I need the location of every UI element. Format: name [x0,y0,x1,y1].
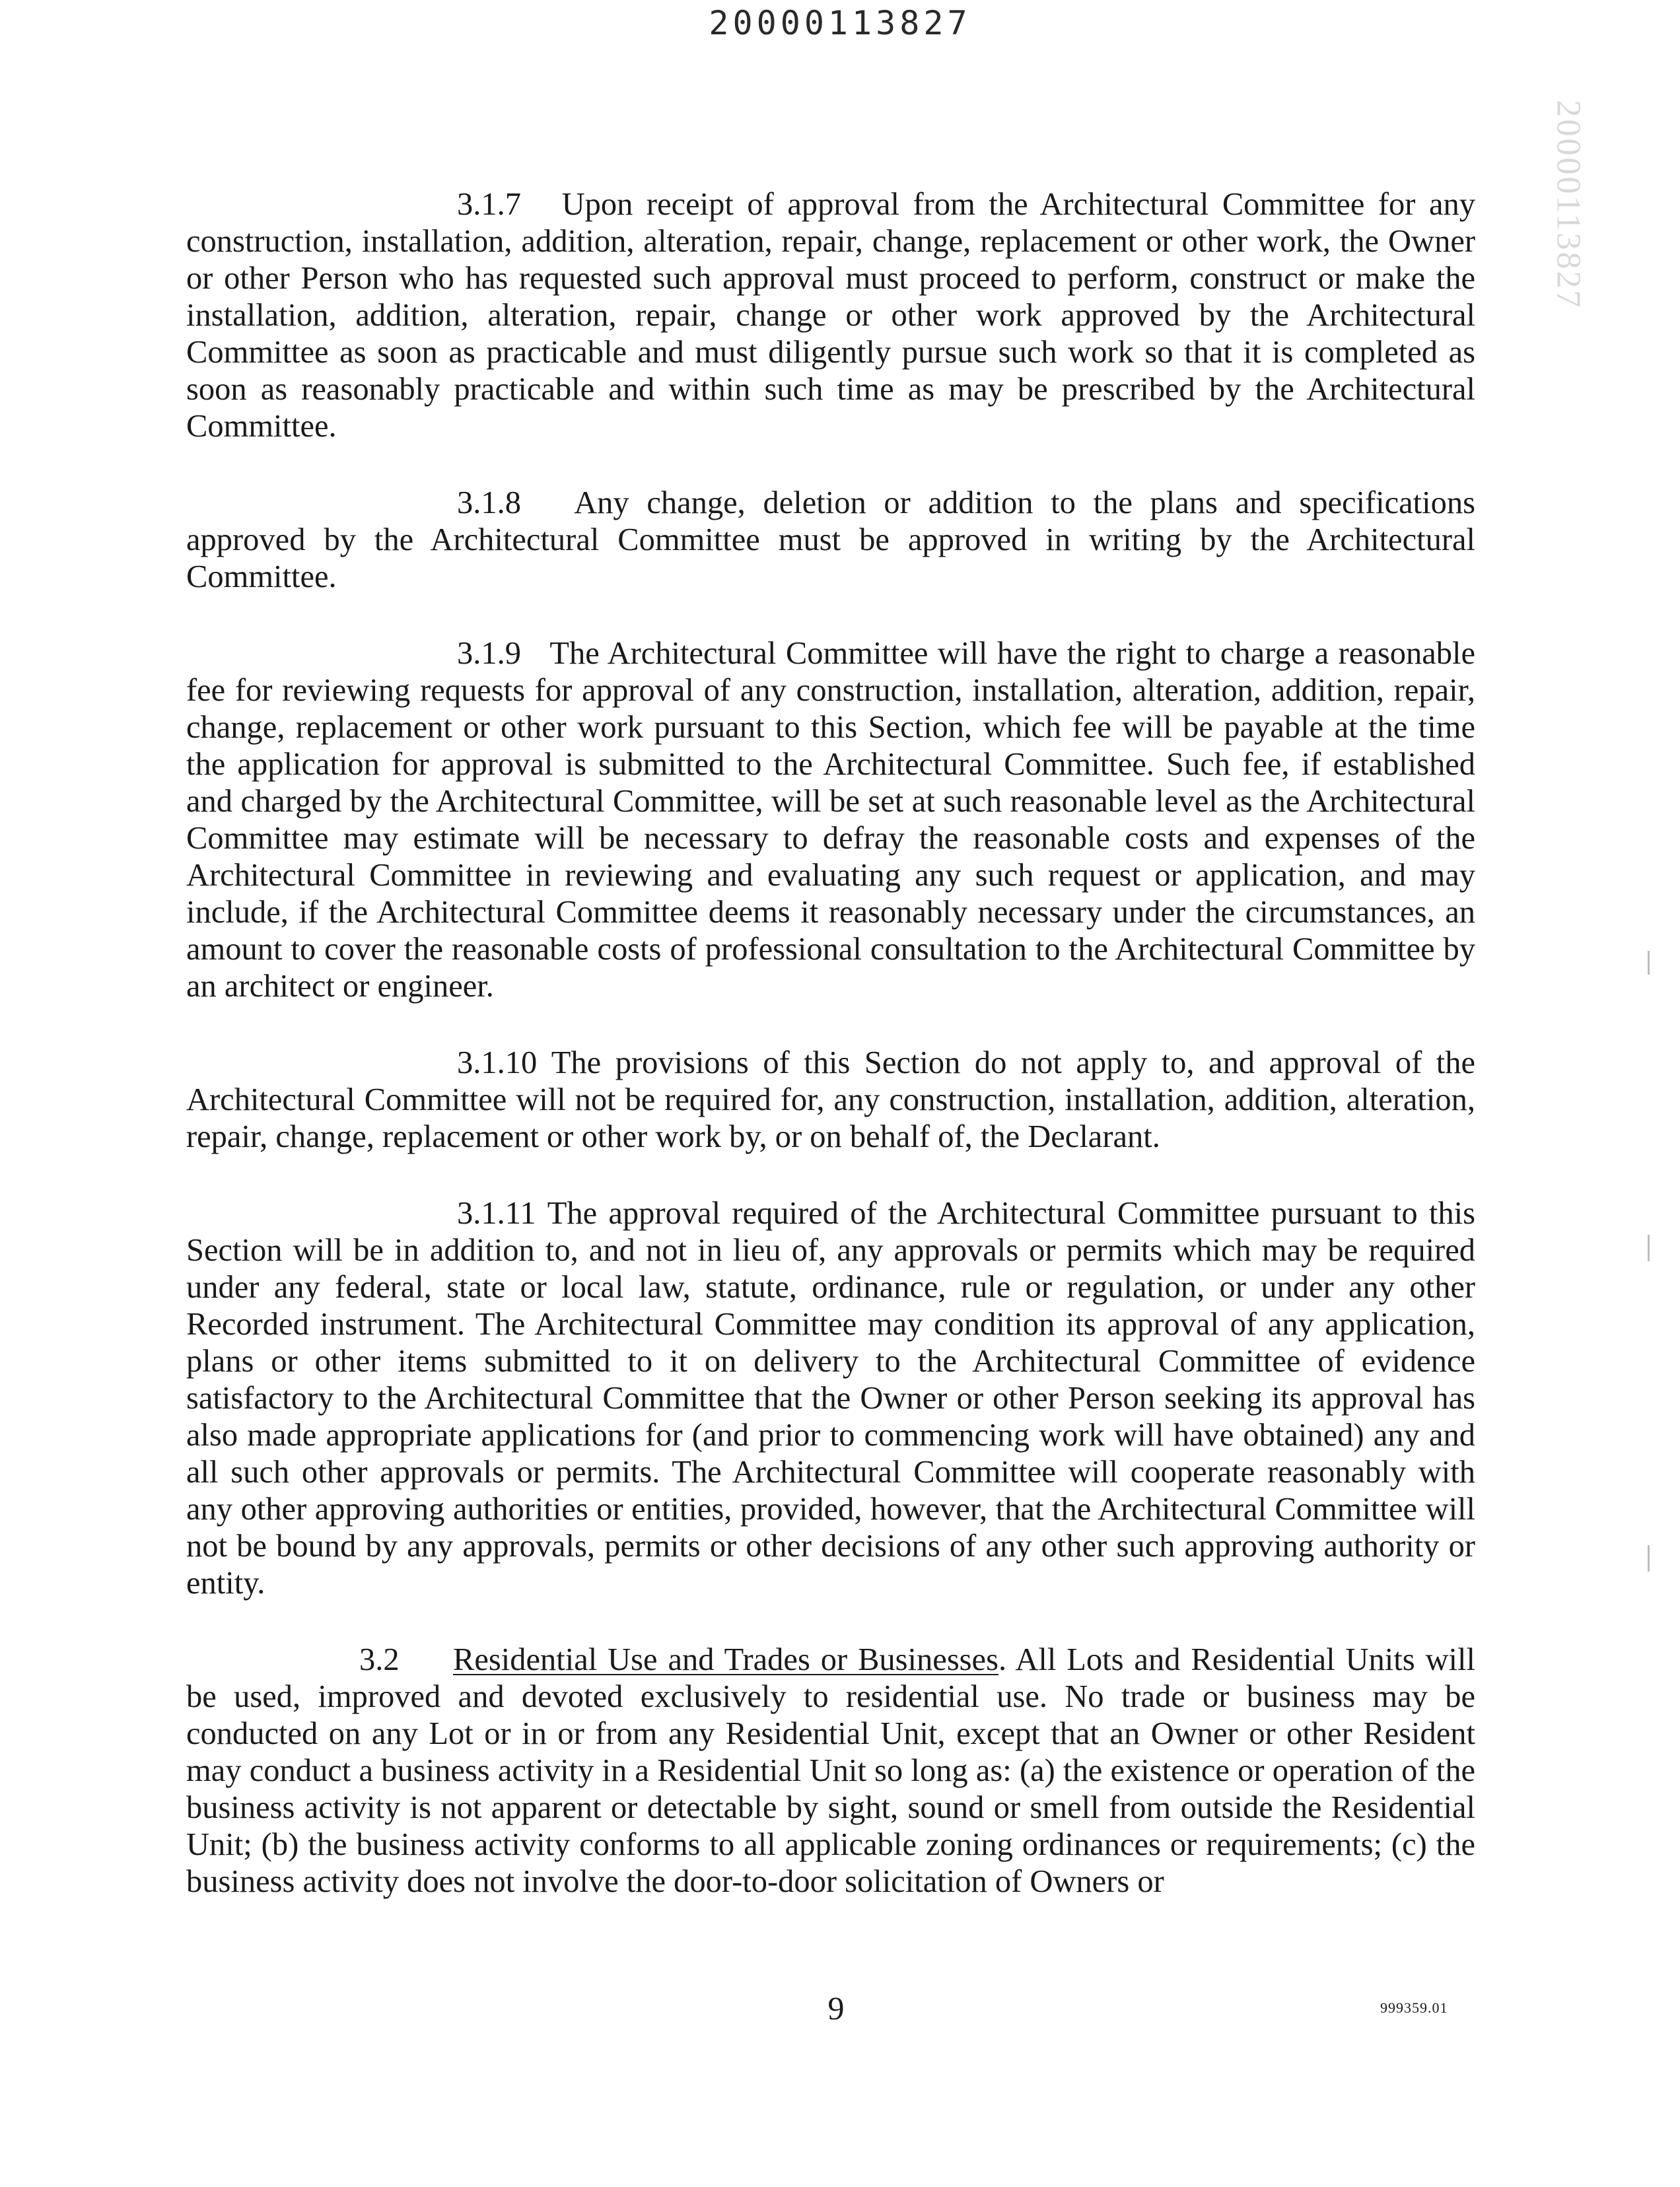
section-number: 3.1.7 [457,187,521,222]
section-3-1-10 [186,1045,1475,1156]
scan-artifact [1648,951,1650,975]
section-text: Any change, deletion or addition to the plans and specifications approved by the Architectural Committee must be approved in writing by the Architectural Committee. [186,485,1476,594]
scan-artifact [1648,1545,1650,1572]
recording-stamp-text: 20000113827 [1549,100,1588,310]
document-number: 20000113827 [709,4,971,42]
section-3-1-11 [186,1195,1475,1602]
section-3-1-9 [186,635,1475,1005]
section-text: The approval required of the Architectural Committee pursuant to this Section will be in addition to, and not in lieu of, any approvals or permits which may be required under any federal, state or local law, statute, ordinance, rule or regulation, or under any other Recorded instrument. The Architectural Committee may condition its approval of any application, plans or other items submitted to it on delivery to the Architectural Committee of evidence satisfactory to the Architectural Committee that the Owner or other Person seeking its approval has also made appropriate applications for (and prior to commencing work will have obtained) any and all such other approvals or permits. The Architectural Committee will cooperate reasonably with any other approving authorities or entities, provided, however, that the Architectural Committee will not be bound by any approvals, permits or other decisions of any other such approving authority or entity. [186,1196,1476,1601]
section-text: The provisions of this Section do not apply to, and approval of the Architectural Committee will not be required for, any construction, installation, addition, alteration, repair, change, replacement or other work by, or on behalf of, the Declarant. [186,1045,1475,1154]
scan-artifact [1648,1235,1650,1261]
section-number: 3.1.10 [457,1045,538,1080]
section-text: Upon receipt of approval from the Architectural Committee for any construction, installation, addition, alteration, repair, change, replacement or other work, the Owner or other Person who has requested such approval must proceed to perform, construct or make the installation, addition, alteration, repair, change or other work approved by the Architectural Committee as soon as practicable and must diligently pursue such work so that it is completed as soon as reasonably practicable and within such time as may be prescribed by the Architectural Committee. [186,187,1476,444]
section-number: 3.2 [359,1642,400,1677]
section-number: 3.1.11 [457,1196,536,1231]
recording-stamp [1545,92,1592,317]
section-3-2 [186,1642,1475,1900]
file-code: 999359.01 [1380,1999,1448,2016]
section-3-1-7 [186,186,1475,445]
section-text: . All Lots and Residential Units will be used, improved and devoted exclusively to residential use. No trade or business may be conducted on any Lot or in or from any Residential Unit, except that an Owner or other Resident may conduct a business activity in a Residential Unit so long as: (a) the existence or operation of the business activity is not apparent or detectable by sight, sound or smell from outside the Residential Unit; (b) the business activity conforms to all applicable zoning ordinances or requirements; (c) the business activity does not involve the door-to-door solicitation of Owners or [186,1642,1475,1899]
document-body [186,186,1475,1940]
section-heading: Residential Use and Trades or Businesses [453,1642,998,1677]
section-text: The Architectural Committee will have the right to charge a reasonable fee for reviewing requests for approval of any construction, installation, alteration, addition, repair, change, replacement or other work pursuant to this Section, which fee will be payable at the time the application for approval is submitted to the Architectural Committee. Such fee, if established and charged by the Architectural Committee, will be set at such reasonable level as the Architectural Committee may estimate will be necessary to defray the reasonable costs and expenses of the Architectural Committee in reviewing and evaluating any such request or application, and may include, if the Architectural Committee deems it reasonably necessary under the circumstances, an amount to cover the reasonable costs of professional consultation to the Architectural Committee by an architect or engineer. [186,636,1475,1004]
section-number: 3.1.9 [457,636,521,671]
section-number: 3.1.8 [457,485,521,520]
page-number: 9 [827,1990,845,2027]
section-3-1-8 [186,485,1475,596]
